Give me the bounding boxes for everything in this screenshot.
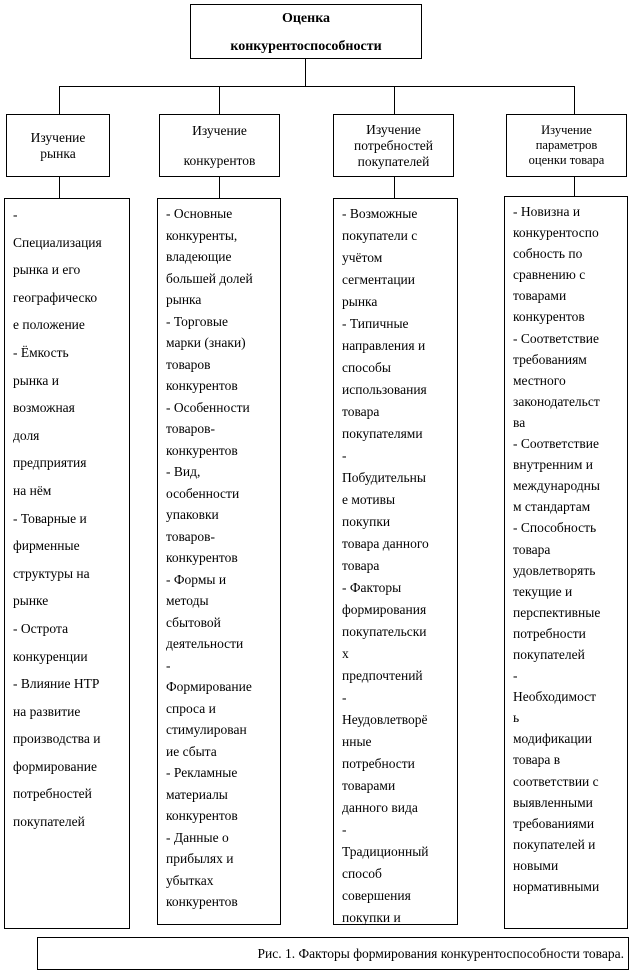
connector-drop-4 <box>574 86 575 114</box>
figure-caption: Рис. 1. Факторы формирования конкурентоспособности товара. <box>37 937 629 970</box>
header-market-study: Изучение рынка <box>6 114 110 177</box>
root-title-line-1: Оценка <box>281 11 331 26</box>
connector-header-col-2 <box>219 177 220 198</box>
root-node <box>190 4 422 59</box>
connector-header-col-1 <box>59 177 60 198</box>
connector-header-col-4 <box>574 177 575 198</box>
connector-header-col-3 <box>394 177 395 198</box>
connector-drop-3 <box>394 86 395 114</box>
column-competitor-factors: - Основные конкуренты, владеющие большей долей рынка - Торговые марки (знаки) товаров конкурентов - Особенности товаров- конкурентов - Вид, особенности упаковки товаров- конкурентов - Формы и методы сбытовой деятельности - Формирование спроса и стимулирован ие сбыта - Рекламные материалы конкурентов - Данные о прибылях и убытках конкурентов <box>157 198 281 925</box>
connector-root-down <box>305 59 306 87</box>
connector-horizontal <box>59 86 575 87</box>
root-title-line-2: конкурентоспособности <box>230 39 382 54</box>
column-buyer-needs-factors: - Возможные покупатели с учётом сегментации рынка - Типичные направления и способы использования товара покупателями - Побудительны е мотивы покупки товара данного товара - Факторы формирования покупательски х предпочтений - Неудовлетворё нные потребности товарами данного вида - Традиционный способ совершения покупки и <box>333 198 458 925</box>
connector-drop-2 <box>219 86 220 114</box>
header-product-parameters-study: Изучение параметров оценки товара <box>506 114 627 177</box>
column-product-parameter-factors: - Новизна и конкурентоспо собность по сравнению с товарами конкурентов - Соответствие требованиям местного законодательст ва - Соответствие внутренним и международны м стандартам - Способность товара удовлетворять текущие и перспективные потребности покупателей - Необходимост ь модификации товара в соответствии с выявленными требованиями покупателей и новыми нормативными <box>504 196 628 929</box>
header-competitor-study: Изучение конкурентов <box>159 114 280 177</box>
column-market-factors: - Специализация рынка и его географическо е положение - Ёмкость рынка и возможная доля предприятия на нём - Товарные и фирменные структуры на рынке - Острота конкуренции - Влияние НТР на развитие производства и формирование потребностей покупателей <box>4 198 130 929</box>
connector-drop-1 <box>59 86 60 114</box>
header-buyer-needs-study: Изучение потребностей покупателей <box>333 114 454 177</box>
